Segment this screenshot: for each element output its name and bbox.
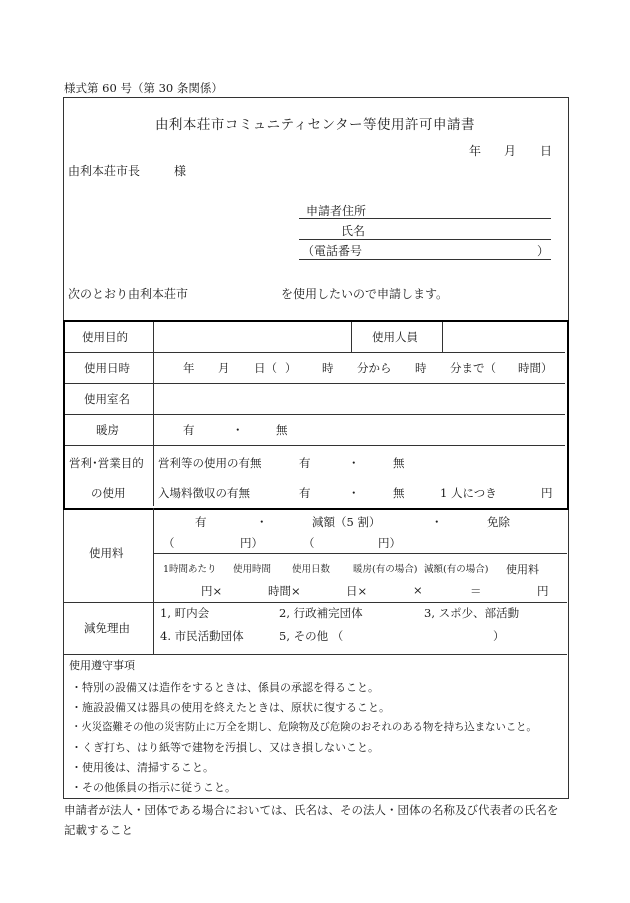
exemption-other-close: ） bbox=[493, 629, 505, 643]
rule-item: ・火災盗難その他の災害防止に万全を期し、危険物及び危険のおそれのある物を持ち込まないこと。 bbox=[71, 721, 537, 733]
datetime-hours[interactable]: 時間） bbox=[518, 361, 553, 375]
label-divider bbox=[153, 508, 154, 654]
section-divider bbox=[63, 602, 567, 603]
calc-header-reduction: 減額(有の場合) bbox=[424, 564, 489, 575]
rule-item: ・使用後は、清掃すること。 bbox=[71, 761, 214, 774]
request-suffix: を使用したいので申請します。 bbox=[281, 287, 449, 301]
form-title: 由利本荘市コミュニティセンター等使用許可申請書 bbox=[154, 117, 476, 133]
row-divider bbox=[65, 383, 565, 384]
heating-separator: ・ bbox=[232, 423, 244, 437]
room-field[interactable] bbox=[155, 385, 563, 413]
calc-total-yen[interactable]: 円 bbox=[537, 584, 549, 598]
exemption-option-3[interactable]: 3, スポ少、部活動 bbox=[424, 606, 520, 620]
request-prefix: 次のとおり由利本荘市 bbox=[68, 287, 189, 301]
admission-yen[interactable]: 円 bbox=[541, 486, 553, 500]
heating-label: 暖房 bbox=[96, 423, 119, 437]
fee-label: 使用料 bbox=[89, 546, 124, 560]
room-label: 使用室名 bbox=[84, 392, 130, 406]
date-year[interactable]: 年 bbox=[469, 144, 482, 158]
commercial-use-yes[interactable]: 有 bbox=[299, 456, 311, 470]
datetime-month[interactable]: 月 bbox=[218, 361, 230, 375]
calc-header-fee: 使用料 bbox=[506, 563, 539, 576]
calc-header-heating: 暖房(有の場合) bbox=[353, 564, 418, 575]
calc-days[interactable]: 日× bbox=[346, 584, 368, 598]
datetime-end-hour[interactable]: 時 bbox=[415, 361, 427, 375]
applicant-name-label: 氏名 bbox=[341, 224, 366, 238]
commercial-use-no[interactable]: 無 bbox=[393, 456, 405, 470]
date-month[interactable]: 月 bbox=[504, 144, 517, 158]
row-divider bbox=[65, 352, 565, 353]
calc-hourly-yen[interactable]: 円× bbox=[201, 584, 223, 598]
calc-header-days: 使用日数 bbox=[292, 564, 331, 575]
purpose-label: 使用目的 bbox=[82, 330, 128, 344]
commercial-use-label: 営利等の使用の有無 bbox=[158, 456, 262, 470]
calc-header-hourly: 1時間あたり bbox=[163, 564, 217, 575]
datetime-until: 分まで（ bbox=[450, 361, 496, 375]
col-divider bbox=[351, 322, 352, 352]
datetime-year[interactable]: 年 bbox=[183, 361, 195, 375]
exemption-option-4[interactable]: 4. 市民活動団体 bbox=[160, 629, 244, 643]
rule-item: ・施設設備又は器具の使用を終えたときは、原状に復すること。 bbox=[71, 701, 390, 714]
footnote-line-1: 申請者が法人・団体である場合においては、氏名は、その法人・団体の名称及び代表者の氏名を bbox=[64, 803, 559, 817]
row-divider bbox=[65, 445, 565, 446]
commercial-use-separator: ・ bbox=[348, 456, 360, 470]
form-id: 様式第 60 号（第 30 条関係） bbox=[64, 81, 223, 95]
users-field[interactable] bbox=[444, 323, 562, 351]
date-day[interactable]: 日 bbox=[540, 144, 553, 158]
fee-exempt-option[interactable]: 免除 bbox=[487, 515, 510, 529]
footnote-line-2: 記載すること bbox=[64, 823, 133, 837]
exemption-option-2[interactable]: 2, 行政補完団体 bbox=[279, 606, 363, 620]
row-divider bbox=[65, 414, 565, 415]
rule-item: ・特別の設備又は造作をするときは、係員の承認を得ること。 bbox=[71, 681, 379, 694]
applicant-phone-label: （電話番号 bbox=[302, 244, 363, 258]
applicant-phone-field[interactable] bbox=[299, 259, 551, 260]
fee-amount-open: （ bbox=[163, 536, 175, 550]
commercial-label-2: の使用 bbox=[91, 486, 126, 500]
calc-hours[interactable]: 時間× bbox=[268, 584, 301, 598]
addressee-honorific: 様 bbox=[174, 164, 187, 178]
exemption-label: 減免理由 bbox=[84, 621, 130, 635]
applicant-name-field[interactable] bbox=[299, 239, 551, 240]
applicant-phone-close: ） bbox=[537, 244, 550, 258]
calc-header-hours: 使用時間 bbox=[233, 564, 272, 575]
purpose-field[interactable] bbox=[155, 323, 349, 351]
admission-per-person: 1 人につき bbox=[440, 486, 497, 500]
exemption-option-1[interactable]: 1, 町内会 bbox=[160, 606, 210, 620]
admission-no[interactable]: 無 bbox=[393, 486, 405, 500]
fee-amount-yen[interactable]: 円） bbox=[240, 536, 263, 550]
fee-reduced-amount-yen[interactable]: 円） bbox=[378, 536, 401, 550]
fee-divider bbox=[153, 553, 567, 554]
applicant-address-field[interactable] bbox=[299, 218, 551, 219]
fee-reduced-amount-open: （ bbox=[303, 536, 315, 550]
exemption-option-5[interactable]: 5, その他 （ bbox=[279, 629, 344, 643]
fee-yes-option[interactable]: 有 bbox=[195, 515, 207, 529]
applicant-address-label: 申請者住所 bbox=[306, 204, 367, 218]
rule-item: ・その他係員の指示に従うこと。 bbox=[71, 781, 236, 794]
col-divider bbox=[442, 322, 443, 352]
calc-equals: ＝ bbox=[470, 584, 482, 598]
heating-no-option[interactable]: 無 bbox=[276, 423, 288, 437]
datetime-label: 使用日時 bbox=[84, 361, 130, 375]
admission-label: 入場料徴収の有無 bbox=[158, 486, 250, 500]
datetime-weekday-close[interactable]: ） bbox=[285, 361, 297, 375]
calc-heating[interactable]: × bbox=[413, 583, 423, 597]
addressee-name: 由利本荘市長 bbox=[68, 164, 141, 178]
rule-item: ・くぎ打ち、はり紙等で建物を汚損し、又はき損しないこと。 bbox=[71, 741, 379, 754]
datetime-from: 分から bbox=[357, 361, 392, 375]
users-label: 使用人員 bbox=[372, 330, 418, 344]
heating-yes-option[interactable]: 有 bbox=[183, 423, 195, 437]
fee-separator-2: ・ bbox=[431, 515, 443, 529]
section-divider bbox=[63, 654, 567, 655]
admission-separator: ・ bbox=[348, 486, 360, 500]
commercial-label-1: 営利･営業目的 bbox=[69, 456, 144, 470]
admission-yes[interactable]: 有 bbox=[299, 486, 311, 500]
rules-heading: 使用遵守事項 bbox=[69, 659, 135, 672]
datetime-start-hour[interactable]: 時 bbox=[322, 361, 334, 375]
datetime-day[interactable]: 日（ bbox=[254, 361, 277, 375]
fee-separator-1: ・ bbox=[256, 515, 268, 529]
fee-reduced-option[interactable]: 減額（5 割） bbox=[312, 515, 381, 529]
